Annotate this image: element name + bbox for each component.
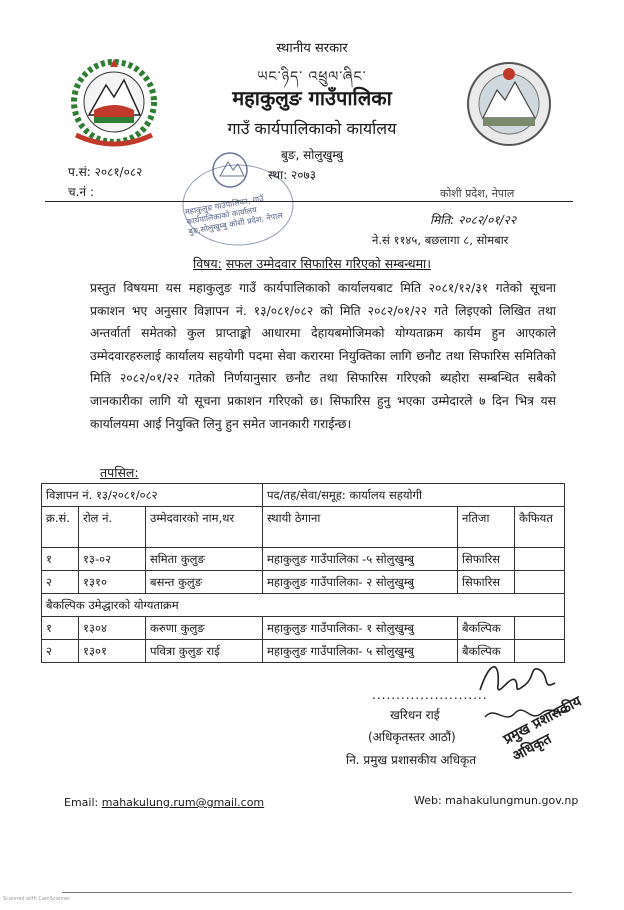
office-name: गाउँ कार्यपालिकाको कार्यालय — [227, 119, 397, 138]
signatory-rank: (अधिकृतस्तर आठौं) — [368, 730, 456, 744]
cell-address: महाकुलुङ गाउँपालिका- ५ सोलुखुम्बु — [263, 640, 458, 663]
alternate-heading: बैकल्पिक उमेद्धारको योग्यताक्रम — [42, 594, 565, 617]
cell-roll: १३०४ — [79, 617, 146, 640]
cell-result: सिफारिस — [458, 571, 515, 594]
table-info-row — [42, 484, 565, 507]
cell-name: समिता कुलुङ — [146, 548, 263, 571]
cell-address: महाकुलुङ गाउँपालिका -५ सोलुखुम्बु — [263, 548, 458, 571]
letter-date — [430, 211, 516, 228]
official-seal: प्रमुख प्रशासकीय अधिकृत — [500, 693, 585, 765]
nepal-samvat-date: ने.सं ११४५, बछलागा ८, सोमबार — [372, 233, 509, 247]
cell-result: सिफारिस — [458, 548, 515, 571]
scanner-watermark: Scanned with CamScanner — [3, 896, 71, 902]
date-label: मिति: — [430, 213, 455, 227]
letter-reference-number: प.सं: २०८१/०८२ — [68, 165, 143, 179]
subject-label: विषय: — [192, 256, 222, 271]
established-year: स्था: २०७३ — [268, 168, 317, 182]
col-header-result: नतिजा — [458, 507, 515, 548]
cell-roll: १३-०२ — [79, 548, 146, 571]
post-level-service: पद/तह/सेवा/समूह: कार्यालय सहयोगी — [263, 484, 565, 507]
table-row — [42, 617, 565, 640]
signatory-name: खरिधन राई — [390, 708, 440, 722]
email-label: Email: — [64, 796, 99, 809]
cell-name: बसन्त कुलुङ — [146, 571, 263, 594]
cell-sn: २ — [42, 571, 79, 594]
office-address: बुङ, सोलुखुम्बु — [280, 148, 344, 162]
cell-result: बैकल्पिक — [458, 640, 515, 663]
cell-remark — [515, 617, 565, 640]
col-header-address: स्थायी ठेगाना — [263, 507, 458, 548]
col-header-remark: कैफियत — [515, 507, 565, 548]
cell-name: करुणा कुलुङ — [146, 617, 263, 640]
alternate-section-row — [42, 594, 565, 617]
dispatch-number: च.नं : — [68, 185, 94, 199]
col-header-name: उम्मेदवारको नाम,थर — [146, 507, 263, 548]
cell-sn: २ — [42, 640, 79, 663]
col-header-roll: रोल नं. — [79, 507, 146, 548]
cell-sn: १ — [42, 548, 79, 571]
cell-address: महाकुलुङ गाउँपालिका- १ सोलुखुम्बु — [263, 617, 458, 640]
subject-line — [0, 255, 624, 272]
table-header-row — [42, 507, 565, 548]
table-row — [42, 548, 565, 571]
municipality-name: महाकुलुङ गाउँपालिका — [232, 86, 392, 110]
advertisement-number: विज्ञापन नं. १३/२०८१/०८२ — [42, 484, 263, 507]
col-header-sn: क्र.सं. — [42, 507, 79, 548]
date-value: २०८२/०१/२२ — [458, 213, 517, 227]
footer-email — [64, 796, 264, 809]
cell-roll: १३१० — [79, 571, 146, 594]
footer-website[interactable]: Web: mahakulungmun.gov.np — [414, 794, 579, 807]
cell-name: पवित्रा कुलुङ राई — [146, 640, 263, 663]
cell-address: महाकुलुङ गाउँपालिका- २ सोलुखुम्बु — [263, 571, 458, 594]
cell-result: बैकल्पिक — [458, 617, 515, 640]
email-link[interactable]: mahakulung.rum@gmail.com — [101, 796, 265, 809]
cell-remark — [515, 548, 565, 571]
cell-sn: १ — [42, 617, 79, 640]
details-heading: तपसिल: — [100, 465, 139, 480]
signatory-post: नि. प्रमुख प्रशासकीय अधिकृत — [346, 753, 477, 767]
table-row — [42, 571, 565, 594]
province-label: कोशी प्रदेश, नेपाल — [440, 187, 515, 200]
cell-roll: १३०१ — [79, 640, 146, 663]
cell-remark — [515, 571, 565, 594]
tibetan-script-name: ཡང་ཉིད་ འཕྲུལ་ཞིང་ — [257, 69, 367, 85]
header-divider — [45, 201, 573, 202]
body-paragraph: प्रस्तुत विषयमा यस महाकुलुङ गाउँ कार्यपालिकाको कार्यालयबाट मिति २०८१/१२/३१ गतेको सूचना प्रकाशन भए अनुसार विज्ञापन नं. १३/०८१/०८२ को मिति २०८२/०१/२२ गते लिइएको लिखित तथा अन्तर्वार्ता समेतको कुल प्राप्ताङ्को आधारमा देहायबमोजिमको योग्यताक्रम कार्यम हुन आएकाले उम्मेदवारहरुलाई कार्यालय सहयोगी पदमा सेवा करारमा नियुक्तिका लागि छनौट तथा सिफारिस समितिको मिति २०८२/०१/२२ गतेको निर्णयानुसार छनौट तथा सिफारिस गरिएको ब्यहोरा सम्बन्धित सबैको जानकारीका लागि यो सूचना प्रकाशन गरिएको छ। सिफारिस हुनु भएका उम्मेदारले ७ दिन भित्र यस कार्यालयमा आई नियुक्ति लिनु हुन समेत जानकारी गराईन्छ। — [90, 281, 556, 431]
local-government-label: स्थानीय सरकार — [276, 41, 348, 56]
footer-divider — [62, 892, 572, 893]
signature-line: ........................ — [372, 688, 488, 702]
stamp-text: महाकुलुङ गाउँपालिका, गाउँ कार्यपालिकाको कार्यालय बुङ,सोलुखुम्बु कोशी प्रदेश, नेपाल — [184, 193, 284, 237]
subject-text: सफल उम्मेदवार सिफारिस गरिएको सम्बन्धमा। — [225, 256, 432, 271]
candidate-table — [41, 483, 565, 663]
